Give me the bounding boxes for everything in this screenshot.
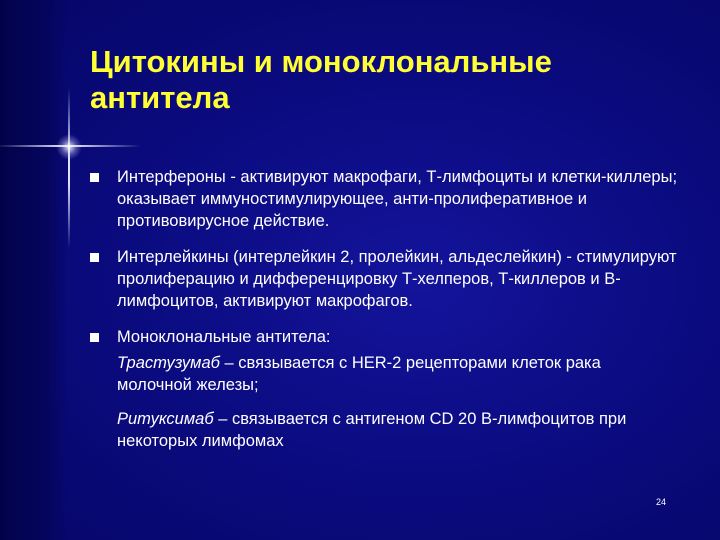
drug-name: Ритуксимаб <box>117 410 214 428</box>
slide-content <box>90 166 680 464</box>
drug-name: Трастузумаб <box>117 354 220 372</box>
subitem-rituximab <box>117 408 680 452</box>
bullet-text: Интерлейкины (интерлейкин 2, пролейкин, альдеслейкин) - стимулируют пролиферацию и дифференцировку Т-хелперов, Т-киллеров и В-лимфоцитов, активируют макрофагов. <box>117 248 677 310</box>
bullet-item-interleukins <box>90 246 680 312</box>
square-bullet-icon <box>90 253 99 262</box>
drug-description: – связывается с антигеном CD 20 В-лимфоцитов при некоторых лимфомах <box>117 410 627 450</box>
square-bullet-icon <box>90 333 99 342</box>
slide-number: 24 <box>656 497 667 507</box>
bullet-item-antibodies <box>90 326 680 348</box>
star-flare-icon <box>56 134 82 160</box>
left-decorative-strip <box>0 0 68 540</box>
bullet-item-interferons <box>90 166 680 232</box>
star-flare-vertical <box>68 88 70 248</box>
subitem-trastuzumab <box>117 352 680 396</box>
bullet-text: Моноклональные антитела: <box>117 328 331 346</box>
square-bullet-icon <box>90 173 99 182</box>
bullet-text: Интерфероны - активируют макрофаги, Т-лимфоциты и клетки-киллеры; оказывает иммуностимулирующее, анти-пролиферативное и противовирусное действие. <box>117 168 678 230</box>
slide-title: Цитокины и моноклональные антитела <box>90 44 552 115</box>
drug-description: – связывается с HER-2 рецепторами клеток рака молочной железы; <box>117 354 601 394</box>
